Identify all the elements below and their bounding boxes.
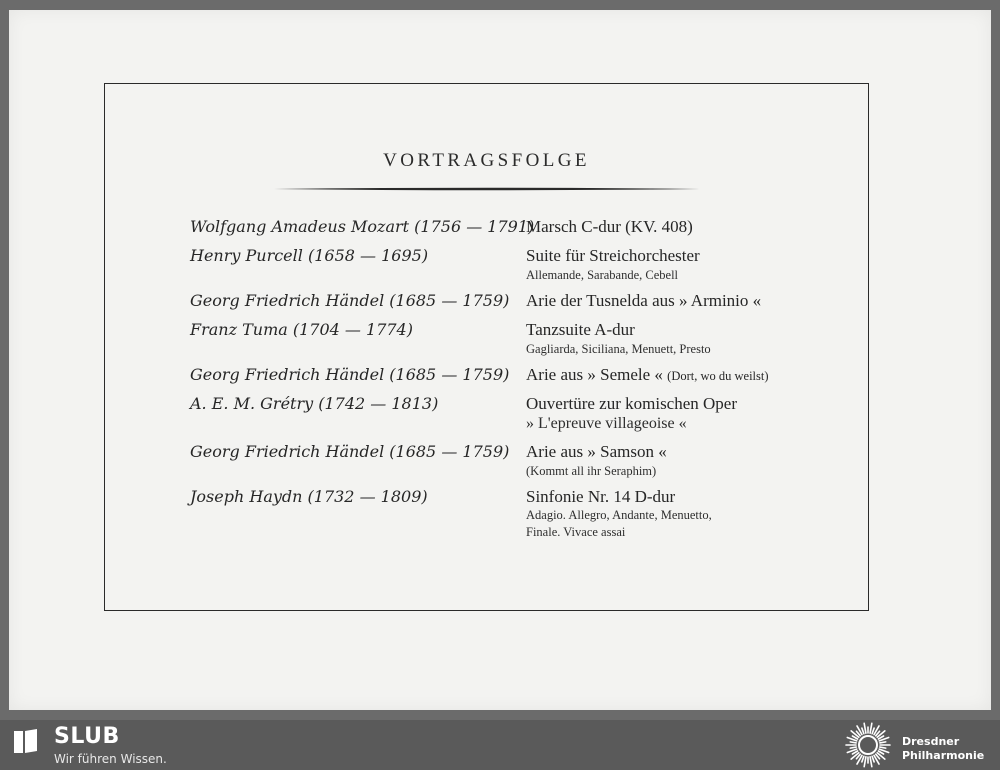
title-underline [274,187,700,191]
work-title: Arie aus » Samson « [526,442,667,461]
work-detail: Allemande, Sarabande, Cebell [526,268,679,282]
page-title: VORTRAGSFOLGE [383,150,590,171]
composer-name: Georg Friedrich Händel (1685 — 1759) [190,442,510,461]
composer-name: Georg Friedrich Händel (1685 — 1759) [190,365,510,384]
composer-name: Joseph Haydn (1732 — 1809) [190,487,428,506]
composer-name: Franz Tuma (1704 — 1774) [190,320,413,339]
composer-name: A. E. M. Grétry (1742 — 1813) [190,394,439,413]
work-detail: Finale. Vivace assai [526,525,626,539]
work-title: Arie der Tusnelda aus » Arminio « [526,291,762,310]
work-title: Ouvertüre zur komischen Oper [526,394,738,413]
work-subtitle: » L'epreuve villageoise « [526,415,687,432]
work-title: Suite für Streichorchester [526,246,700,265]
composer-name: Wolfgang Amadeus Mozart (1756 — 1791) [190,217,535,236]
work-title-text: Arie aus » Semele « [526,365,663,384]
footer-bar [0,720,1000,770]
slub-tagline: Wir führen Wissen. [54,752,167,766]
work-title: Sinfonie Nr. 14 D-dur [526,487,676,506]
partner-name-line1: Dresdner [902,735,960,748]
work-title: Marsch C-dur (KV. 408) [526,217,693,236]
slub-name: SLUB [54,724,120,749]
sunburst-icon [842,720,894,770]
partner-name-line2: Philharmonie [902,749,985,762]
composer-name: Georg Friedrich Händel (1685 — 1759) [190,291,510,310]
work-title: Tanzsuite A-dur [526,320,635,339]
work-detail: (Kommt all ihr Seraphim) [526,464,657,478]
work-detail: Adagio. Allegro, Andante, Menuetto, [526,508,712,522]
work-detail: Gagliarda, Siciliana, Menuett, Presto [526,342,711,356]
program-sheet [9,10,991,710]
composer-name: Henry Purcell (1658 — 1695) [190,246,429,265]
partner-name [902,735,984,763]
book-stack-icon [12,727,40,755]
work-note: (Dort, wo du weilst) [667,369,769,383]
work-title [526,365,769,385]
program-frame [104,83,869,611]
